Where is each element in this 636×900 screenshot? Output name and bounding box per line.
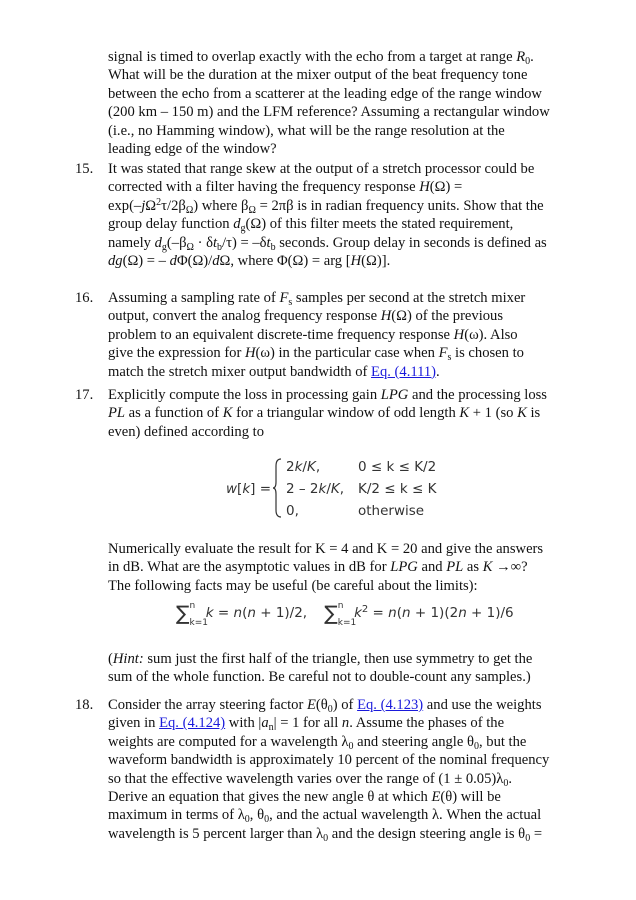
hint-paragraph — [108, 650, 592, 687]
sum-formula: k = n(n + 1)/2, — [205, 605, 308, 621]
problem-17-continued — [108, 540, 592, 595]
text-line: maximum in terms of $\lambda_0$, $\theta_0$, and the actual wavelength λ. When the actual — [108, 807, 542, 826]
text-line: match the stretch mixer output bandwidth of Eq. (4.111). — [108, 363, 440, 380]
equation-case — [286, 480, 436, 498]
sum-limits: n k=1 — [189, 601, 208, 628]
sum-formula: $k^2 = n(n + 1)(2n + 1)/6$ — [354, 604, 514, 621]
problem-16 — [75, 289, 591, 381]
text-line: (200 km – 150 m) and the LFM reference? Assuming a rectangular window — [108, 104, 550, 121]
sum-limits: n k=1 — [337, 601, 357, 628]
window-equation — [226, 456, 486, 522]
text-line: (i.e., no Hamming window), what will be the range resolution at the — [108, 122, 505, 139]
equation-link[interactable]: Eq. (4.124) — [159, 715, 226, 732]
text-line: It was stated that range skew at the output of a stretch processor could be — [108, 161, 535, 177]
sigma-icon: ∑ — [324, 601, 338, 625]
summation-equations — [176, 601, 514, 628]
text-line: give the expression for H(ω) in the particular case when $F_s$ is chosen to — [108, 345, 524, 364]
text-line: problem to an equivalent discrete-time frequency response H(ω). Also — [108, 326, 518, 343]
text-line: given in Eq. (4.124) with $|a_n| = 1$ for all n. Assume the phases of the — [108, 715, 505, 734]
problem-15 — [75, 160, 591, 270]
text-line: even) defined according to — [108, 423, 264, 440]
intro-paragraph — [108, 48, 592, 158]
problem-body — [108, 386, 591, 441]
problem-number: 16. — [75, 290, 94, 306]
text-line: wavelength is 5 percent larger than $\lambda_0$ and the design steering angle is $\theta_0$ = — [108, 825, 543, 844]
text-line: in dB. What are the asymptotic values in dB for LPG and PL as K →∞? — [108, 559, 528, 576]
equation-link[interactable]: Eq. (4.111) — [371, 363, 437, 380]
case-condition: otherwise — [358, 503, 425, 519]
case-condition: K/2 ≤ k ≤ K — [358, 481, 437, 497]
text-line: Explicitly compute the loss in processing gain LPG and the processing loss — [108, 387, 547, 403]
text-line: corrected with a filter having the frequency response H(Ω) = — [108, 179, 463, 196]
text-line: Assuming a sampling rate of $F_s$ samples per second at the stretch mixer — [108, 290, 526, 308]
case-expression: 2 – 2k/K, — [286, 481, 345, 497]
equation-case — [286, 502, 424, 520]
equation-case — [286, 458, 436, 476]
text-line: waveform bandwidth is approximately 10 percent of the nominal frequency — [108, 752, 550, 769]
text-line: namely $d_g(-\beta_\Omega \cdot \delta t_b/\tau) = -\delta t_b$ seconds. Group delay in seconds is defined as — [108, 234, 547, 253]
problem-body — [108, 289, 591, 381]
text-line: The following facts may be useful (be careful about the limits): — [108, 577, 478, 594]
text-line: so that the effective wavelength varies over the range of $(1 \pm 0.05)\lambda_0$. — [108, 770, 512, 789]
text-line: output, convert the analog frequency response H(Ω) of the previous — [108, 308, 504, 325]
problem-body — [108, 696, 591, 843]
text-line: Derive an equation that gives the new angle θ at which E(θ) will be — [108, 789, 501, 806]
text-line: (Hint: sum just the first half of the triangle, then use symmetry to get the — [108, 651, 533, 667]
problem-number: 17. — [75, 387, 94, 403]
text-line: group delay function $d_g(\Omega)$ of this filter meets the stated requirement, — [108, 216, 514, 235]
case-expression: 0, — [286, 503, 299, 519]
text-line: $\exp(-j\Omega^2\tau/2\beta_\Omega)$ where $\beta_\Omega = 2\pi\beta$ is in radian frequency units. Show that the — [108, 196, 544, 216]
problem-number: 15. — [75, 161, 94, 177]
text-line: What will be the duration at the mixer output of the beat frequency tone — [108, 67, 528, 84]
sigma-icon: ∑ — [176, 601, 190, 625]
equation-lhs: w[k] = — [226, 481, 272, 497]
problem-17 — [75, 386, 591, 441]
text-line: PL as a function of K for a triangular window of odd length K + 1 (so K is — [108, 405, 541, 422]
text-line: sum of the whole function. Be careful not to double-count any samples.) — [108, 669, 531, 686]
left-brace-icon — [272, 458, 282, 518]
text-line: weights are computed for a wavelength $\lambda_0$ and steering angle $\theta_0$, but the — [108, 733, 527, 752]
text-line: dg(Ω) = – dΦ(Ω)/dΩ, where Φ(Ω) = arg [H(Ω)]. — [108, 253, 391, 270]
text-line: leading edge of the window? — [108, 141, 277, 158]
equation-link[interactable]: Eq. (4.123) — [357, 697, 424, 713]
text-line: between the echo from a scatterer at the leading edge of the range window — [108, 85, 542, 102]
problem-body — [108, 160, 591, 270]
text-line: Consider the array steering factor $E(\theta_0)$ of Eq. (4.123) and use the weights — [108, 697, 542, 715]
text-line: Numerically evaluate the result for K = 4 and K = 20 and give the answers — [108, 541, 544, 557]
text-line: signal is timed to overlap exactly with the echo from a target at range $R_0$. — [108, 49, 534, 67]
case-expression: 2k/K, — [286, 459, 321, 475]
case-condition: 0 ≤ k ≤ K/2 — [358, 459, 437, 475]
problem-number: 18. — [75, 697, 94, 713]
problem-18 — [75, 696, 591, 843]
